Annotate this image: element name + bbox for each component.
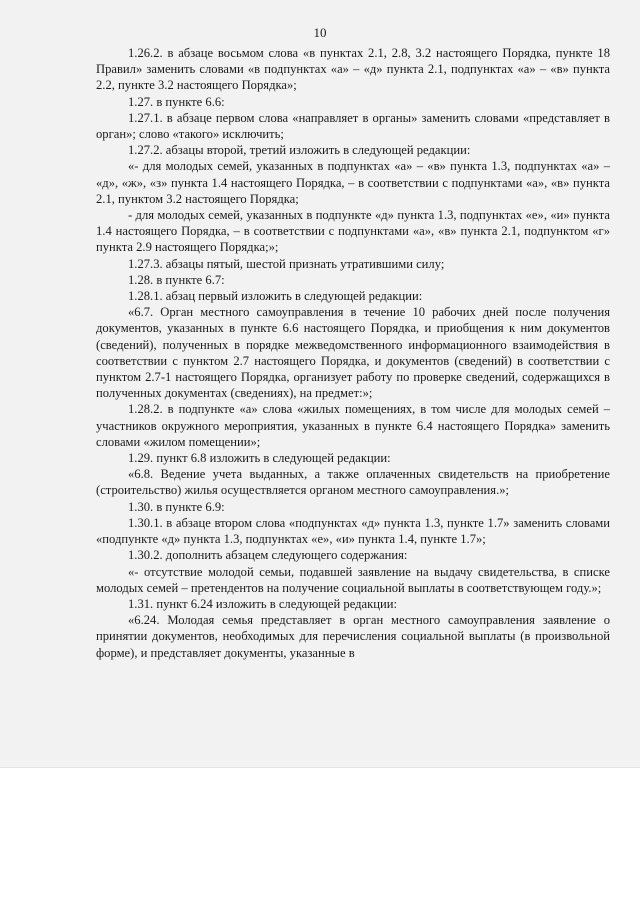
document-body [96, 45, 610, 661]
paragraph: «- для молодых семей, указанных в подпунктах «а» – «в» пункта 1.3, подпунктах «а» – «д», «ж», «з» пункта 1.4 настоящего Порядка, – в соответствии с подпунктами «а», «в» пункта 2.1, пунктом 3.2 настоящего Порядка; [96, 159, 610, 206]
paragraph: 1.28.2. в подпункте «а» слова «жилых помещениях, в том числе для молодых семей – участников окружного мероприятия, указанных в пункте 6.4 настоящего Порядка» заменить словами «жилом помещении»; [96, 402, 610, 449]
paragraph: «6.24. Молодая семья представляет в орган местного самоуправления заявление о принятии документов, необходимых для перечисления социальной выплаты (в произвольной форме), и представляет документы, указанные в [96, 613, 610, 660]
paragraph: «6.7. Орган местного самоуправления в течение 10 рабочих дней после получения документов, указанных в пункте 6.6 настоящего Порядка, и приобщения к ним документов (сведений), полученных в порядке межведомственного информационного взаимодействия в соответствии с пунктом 2.7 настоящего Порядка, и документов (сведений) в соответствии с пунктом 2.7-1 настоящего Порядка, организует работу по проверке сведений, содержащихся в полученных документах (сведениях), на предмет:»; [96, 305, 610, 401]
paragraph: 1.30.1. в абзаце втором слова «подпунктах «д» пункта 1.3, пункте 1.7» заменить словами «подпункте «д» пункта 1.3, подпунктах «е», «и» пункта 1.4, пункте 1.7»; [96, 515, 610, 547]
paragraph: 1.28.1. абзац первый изложить в следующей редакции: [128, 289, 423, 304]
paragraph: 1.31. пункт 6.24 изложить в следующей редакции: [128, 596, 397, 611]
paragraph: 1.30.2. дополнить абзацем следующего содержания: [128, 548, 408, 563]
paragraph: 1.29. пункт 6.8 изложить в следующей редакции: [128, 451, 391, 466]
paragraph: 1.30. в пункте 6.9: [128, 499, 225, 514]
paragraph: «- отсутствие молодой семьи, подавшей заявление на выдачу свидетельства, в списке молодых семей – претендентов на получение социальной выплаты в соответствующем году.»; [96, 564, 610, 595]
page-number: 10 [313, 25, 327, 40]
paragraph: «6.8. Ведение учета выданных, а также оплаченных свидетельств на приобретение (строительство) жилья осуществляется органом местного самоуправления.»; [96, 467, 610, 498]
paragraph: 1.26.2. в абзаце восьмом слова «в пунктах 2.1, 2.8, 3.2 настоящего Порядка, пункте 18 Правил» заменить словами «в подпунктах «а» – «д» пункта 2.1, подпунктах «а» – «в» пункта 2.2, пункте 3.2 настоящего Порядка»; [96, 46, 610, 93]
paragraph: 1.27.1. в абзаце первом слова «направляет в органы» заменить словами «представляет в орган»; слово «такого» исключить; [96, 110, 610, 142]
paragraph: - для молодых семей, указанных в подпункте «д» пункта 1.3, подпунктах «е», «и» пункта 1.4 настоящего Порядка, – в соответствии с подпунктами «а», «в» пункта 2.1, подпунктом «г» пункта 2.9 настоящего Порядка;»; [96, 208, 610, 255]
paragraph: 1.27.3. абзацы пятый, шестой признать утратившими силу; [128, 256, 445, 271]
paragraph: 1.27.2. абзацы второй, третий изложить в следующей редакции: [128, 143, 471, 158]
paragraph: 1.28. в пункте 6.7: [128, 272, 225, 287]
paragraph: 1.27. в пункте 6.6: [128, 94, 225, 109]
